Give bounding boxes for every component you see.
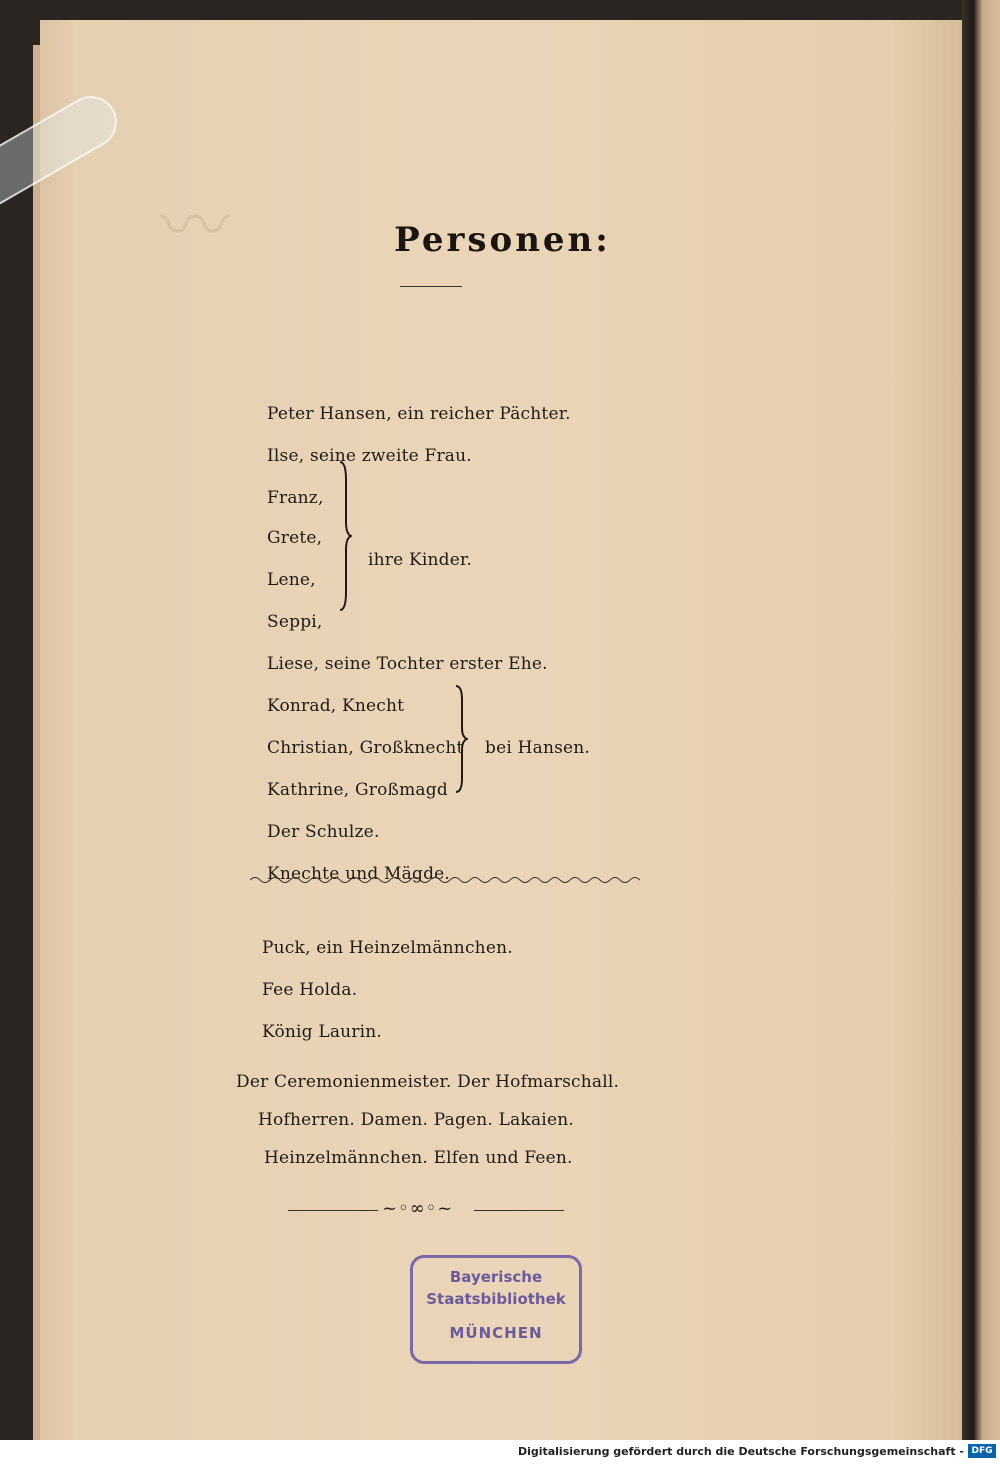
- page-title: Personen:: [394, 220, 611, 260]
- wavy-divider: [250, 875, 640, 885]
- person-daughter: Liese, seine Tochter erster Ehe.: [267, 654, 548, 674]
- children-brace: [336, 460, 352, 612]
- stamp-line: MÜNCHEN: [449, 1324, 543, 1342]
- servant-name: Konrad, Knecht: [267, 696, 405, 716]
- stamp-line: Staatsbibliothek: [426, 1290, 566, 1308]
- fairy-character: Fee Holda.: [262, 980, 358, 1000]
- servants-brace: [452, 684, 468, 794]
- book-spine: [962, 0, 1000, 1440]
- child-name: Lene,: [267, 570, 316, 590]
- stamp-line: Bayerische: [449, 1268, 543, 1286]
- person-other: Der Schulze.: [267, 822, 380, 842]
- fairy-character: König Laurin.: [262, 1022, 383, 1042]
- person-father: Peter Hansen, ein reicher Pächter.: [267, 404, 571, 424]
- title-rule: [400, 286, 462, 287]
- library-stamp: [410, 1255, 582, 1364]
- child-name: Seppi,: [267, 612, 323, 632]
- child-name: Grete,: [267, 528, 323, 548]
- person-wife: Ilse, seine zweite Frau.: [267, 446, 472, 466]
- ornament: ~◦∞◦~: [382, 1198, 454, 1219]
- servant-name: Christian, Großknecht: [267, 738, 464, 758]
- dfg-logo-icon: DFG: [968, 1444, 996, 1458]
- children-note: ihre Kinder.: [368, 550, 473, 570]
- digitization-footer: [0, 1440, 1000, 1464]
- court-line: Der Ceremonienmeister. Der Hofmarschall.: [236, 1072, 620, 1092]
- fairy-character: Puck, ein Heinzelmännchen.: [262, 938, 513, 958]
- book-page: [40, 20, 965, 1440]
- footer-text: Digitalisierung gefördert durch die Deutsche Forschungsgemeinschaft -: [517, 1445, 964, 1458]
- court-line: Heinzelmännchen. Elfen und Feen.: [264, 1148, 573, 1168]
- servant-name: Kathrine, Großmagd: [267, 780, 448, 800]
- person-other: Knechte und Mägde.: [267, 864, 451, 884]
- ornament-rule-left: [288, 1210, 378, 1211]
- servants-note: bei Hansen.: [485, 738, 591, 758]
- bleed-through-text: 〰: [160, 185, 230, 267]
- child-name: Franz,: [267, 488, 324, 508]
- ornament-rule-right: [474, 1210, 564, 1211]
- court-line: Hofherren. Damen. Pagen. Lakaien.: [258, 1110, 574, 1130]
